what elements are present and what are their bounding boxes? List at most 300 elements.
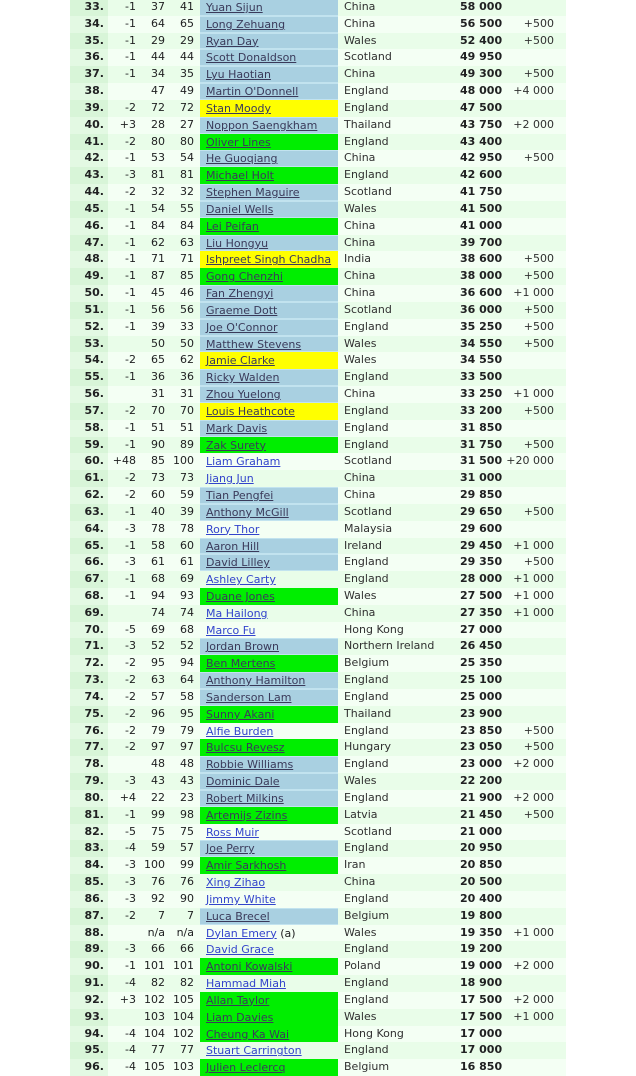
points-cell: 21 000: [460, 824, 502, 838]
position-change-cell: +3: [119, 117, 136, 131]
player-link[interactable]: Jamie Clarke: [206, 354, 275, 368]
player-link[interactable]: Julien Leclercq: [206, 1061, 286, 1075]
rank-cell: 46.: [70, 218, 108, 235]
player-link[interactable]: Stuart Carrington: [206, 1044, 302, 1058]
player-name-cell: [200, 184, 338, 201]
table-row: [70, 218, 566, 235]
previous-rank-cell: 87: [151, 269, 165, 283]
player-link[interactable]: Allan Taylor: [206, 993, 270, 1007]
table-row: [70, 117, 566, 134]
player-link[interactable]: Alfie Burden: [206, 724, 274, 738]
player-link[interactable]: Zhou Yuelong: [206, 388, 281, 402]
player-link[interactable]: Liu Hongyu: [206, 236, 269, 250]
position-change-cell: -1: [125, 437, 136, 451]
country-cell: Scotland: [344, 302, 392, 316]
points-gain-cell: +2 000: [513, 117, 554, 131]
player-link[interactable]: Ishpreet Singh Chadha: [206, 253, 332, 267]
current-rank-cell: 32: [180, 185, 194, 199]
player-name-cell: [200, 117, 338, 134]
previous-rank-cell: 34: [151, 67, 165, 81]
points-gain-cell: [502, 706, 560, 723]
table-row: [70, 824, 566, 841]
country-cell: China: [344, 875, 376, 889]
previous-rank-cell: 75: [151, 824, 165, 838]
rank-cell: 67.: [70, 571, 108, 588]
current-rank-cell: 54: [180, 151, 194, 165]
player-link[interactable]: Scott Donaldson: [206, 51, 297, 65]
rank-cell: 64.: [70, 521, 108, 538]
current-rank-cell: 72: [180, 100, 194, 114]
points-gain-cell: +500: [523, 302, 554, 316]
position-change-cell: [108, 83, 138, 100]
position-change-cell: -2: [125, 488, 136, 502]
position-change-cell: -4: [125, 1026, 136, 1040]
position-change-cell: [108, 386, 138, 403]
country-cell: Scotland: [344, 504, 392, 518]
country-cell: England: [344, 403, 389, 417]
points-cell: 42 600: [460, 168, 502, 182]
points-gain-cell: +2 000: [513, 959, 554, 973]
previous-rank-cell: 105: [144, 1060, 165, 1074]
points-cell: 39 700: [460, 235, 502, 249]
current-rank-cell: 56: [180, 302, 194, 316]
player-link[interactable]: Robert Milkins: [206, 791, 284, 805]
rank-cell: 34.: [70, 16, 108, 33]
player-link[interactable]: Jiang Jun: [206, 472, 254, 486]
country-cell: England: [344, 673, 389, 687]
rank-cell: 80.: [70, 790, 108, 807]
points-gain-cell: [502, 857, 560, 874]
player-link[interactable]: Ryan Day: [206, 34, 259, 48]
points-gain-cell: +500: [523, 723, 554, 737]
table-row: [70, 622, 566, 639]
player-link[interactable]: Cheung Ka Wai: [206, 1027, 290, 1041]
points-gain-cell: +500: [523, 151, 554, 165]
points-cell: 35 250: [460, 319, 502, 333]
player-link[interactable]: Stan Moody: [206, 101, 271, 115]
player-name-cell: [200, 773, 338, 790]
player-link[interactable]: Marco Fu: [206, 623, 256, 637]
position-change-cell: -1: [125, 420, 136, 434]
player-name-cell: [200, 857, 338, 874]
points-cell: 26 450: [460, 639, 502, 653]
player-link[interactable]: Ricky Walden: [206, 371, 280, 385]
player-name-cell: [200, 655, 338, 672]
rank-cell: 90.: [70, 958, 108, 975]
points-gain-cell: [502, 201, 560, 218]
rank-cell: 55.: [70, 369, 108, 386]
previous-rank-cell: 72: [151, 100, 165, 114]
position-change-cell: -2: [125, 689, 136, 703]
player-link[interactable]: Joe O'Connor: [206, 320, 278, 334]
points-gain-cell: +500: [523, 807, 554, 821]
points-gain-cell: [502, 672, 560, 689]
points-gain-cell: [502, 773, 560, 790]
player-link[interactable]: Dylan Emery: [206, 926, 277, 940]
position-change-cell: -3: [125, 858, 136, 872]
points-cell: 29 350: [460, 555, 502, 569]
player-link[interactable]: Xing Zihao: [206, 876, 266, 890]
table-row: [70, 571, 566, 588]
position-change-cell: -1: [125, 588, 136, 602]
country-cell: England: [344, 723, 389, 737]
position-change-cell: -3: [125, 891, 136, 905]
points-cell: 48 000: [460, 84, 502, 98]
rank-cell: 83.: [70, 840, 108, 857]
player-link[interactable]: Artemijs Zizins: [206, 808, 288, 822]
player-name-cell: [200, 824, 338, 841]
points-gain-cell: [502, 352, 560, 369]
position-change-cell: +3: [119, 992, 136, 1006]
country-cell: India: [344, 252, 371, 266]
country-cell: Ireland: [344, 538, 383, 552]
rank-cell: 47.: [70, 235, 108, 252]
player-link[interactable]: Bulcsu Revesz: [206, 741, 285, 755]
player-link[interactable]: Ashley Carty: [206, 573, 276, 587]
position-change-cell: -1: [125, 33, 136, 47]
previous-rank-cell: 79: [151, 723, 165, 737]
player-link[interactable]: Hammad Miah: [206, 977, 286, 991]
player-link[interactable]: Ben Mertens: [206, 657, 276, 671]
previous-rank-cell: 37: [151, 0, 165, 13]
table-row: [70, 504, 566, 521]
player-link[interactable]: Zak Surety: [206, 438, 266, 452]
player-name-cell: [200, 992, 338, 1009]
player-link[interactable]: Stephen Maguire: [206, 186, 300, 200]
player-link[interactable]: Luca Brecel: [206, 909, 270, 923]
player-link[interactable]: Dominic Dale: [206, 775, 280, 789]
position-change-cell: [108, 756, 138, 773]
player-link[interactable]: Martin O'Donnell: [206, 85, 299, 99]
player-link[interactable]: Sunny Akani: [206, 707, 275, 721]
points-gain-cell: [502, 622, 560, 639]
current-rank-cell: 102: [173, 1026, 194, 1040]
table-row: [70, 672, 566, 689]
player-link[interactable]: Ross Muir: [206, 825, 259, 839]
points-gain-cell: [502, 941, 560, 958]
previous-rank-cell: 7: [158, 908, 165, 922]
player-link[interactable]: Liam Davies: [206, 1010, 274, 1024]
rank-cell: 56.: [70, 386, 108, 403]
previous-rank-cell: 74: [151, 605, 165, 619]
position-change-cell: -1: [125, 572, 136, 586]
current-rank-cell: 44: [180, 50, 194, 64]
player-name-cell: [200, 790, 338, 807]
player-link[interactable]: Fan Zhengyi: [206, 287, 274, 301]
player-link[interactable]: Yuan Sijun: [206, 1, 263, 14]
country-cell: Wales: [344, 353, 377, 367]
current-rank-cell: 93: [180, 588, 194, 602]
previous-rank-cell: 40: [151, 504, 165, 518]
player-link[interactable]: Matthew Stevens: [206, 337, 302, 351]
points-gain-cell: +1 000: [513, 286, 554, 300]
rank-cell: 84.: [70, 857, 108, 874]
points-cell: 29 450: [460, 538, 502, 552]
table-row: [70, 941, 566, 958]
rank-cell: 58.: [70, 420, 108, 437]
position-change-cell: -1: [125, 252, 136, 266]
player-link[interactable]: Graeme Dott: [206, 303, 278, 317]
current-rank-cell: 58: [180, 689, 194, 703]
previous-rank-cell: 81: [151, 168, 165, 182]
player-link[interactable]: Anthony McGill: [206, 505, 289, 519]
current-rank-cell: 39: [180, 504, 194, 518]
rank-cell: 38.: [70, 83, 108, 100]
rank-cell: 35.: [70, 33, 108, 50]
player-name-cell: [200, 638, 338, 655]
position-change-cell: [108, 925, 138, 942]
position-change-cell: -2: [125, 185, 136, 199]
player-name-cell: [200, 1009, 338, 1026]
position-change-cell: -5: [125, 824, 136, 838]
player-link[interactable]: Rory Thor: [206, 522, 260, 536]
table-row: [70, 840, 566, 857]
player-name-cell: [200, 504, 338, 521]
player-name-cell: [200, 150, 338, 167]
points-cell: 27 000: [460, 622, 502, 636]
points-cell: 33 200: [460, 403, 502, 417]
position-change-cell: -3: [125, 774, 136, 788]
table-row: [70, 336, 566, 353]
points-cell: 29 850: [460, 488, 502, 502]
position-change-cell: -1: [125, 218, 136, 232]
previous-rank-cell: 76: [151, 875, 165, 889]
rank-cell: 86.: [70, 891, 108, 908]
previous-rank-cell: 64: [151, 16, 165, 30]
rank-cell: 49.: [70, 268, 108, 285]
player-link[interactable]: Robbie Williams: [206, 758, 294, 772]
current-rank-cell: 68: [180, 622, 194, 636]
points-gain-cell: [502, 487, 560, 504]
country-cell: England: [344, 437, 389, 451]
current-rank-cell: 64: [180, 673, 194, 687]
table-row: [70, 706, 566, 723]
position-change-cell: -4: [125, 1060, 136, 1074]
rankings-table: [70, 0, 566, 1076]
player-link[interactable]: Aaron Hill: [206, 539, 260, 553]
points-cell: 17 500: [460, 992, 502, 1006]
points-gain-cell: +500: [523, 336, 554, 350]
current-rank-cell: 95: [180, 706, 194, 720]
player-name-cell: [200, 723, 338, 740]
table-row: [70, 319, 566, 336]
previous-rank-cell: 96: [151, 706, 165, 720]
rank-cell: 88.: [70, 925, 108, 942]
previous-rank-cell: 77: [151, 1043, 165, 1057]
points-cell: 36 600: [460, 286, 502, 300]
player-name-cell: [200, 49, 338, 66]
player-link[interactable]: Lei Peifan: [206, 219, 259, 233]
player-link[interactable]: Daniel Wells: [206, 202, 274, 216]
table-row: [70, 33, 566, 50]
player-link[interactable]: Sanderson Lam: [206, 690, 292, 704]
position-change-cell: -4: [125, 976, 136, 990]
points-gain-cell: [502, 908, 560, 925]
current-rank-cell: 101: [173, 959, 194, 973]
current-rank-cell: 103: [173, 1060, 194, 1074]
points-gain-cell: [502, 1042, 560, 1059]
current-rank-cell: 65: [180, 16, 194, 30]
table-row: [70, 638, 566, 655]
previous-rank-cell: 70: [151, 403, 165, 417]
points-cell: 38 600: [460, 252, 502, 266]
player-name-cell: [200, 369, 338, 386]
player-link[interactable]: David Grace: [206, 943, 274, 957]
player-link[interactable]: Antoni Kowalski: [206, 960, 293, 974]
position-change-cell: -2: [125, 673, 136, 687]
previous-rank-cell: 36: [151, 370, 165, 384]
points-gain-cell: [502, 369, 560, 386]
points-gain-cell: +1 000: [513, 588, 554, 602]
points-gain-cell: +2 000: [513, 992, 554, 1006]
player-link[interactable]: Long Zehuang: [206, 17, 286, 31]
rank-cell: 68.: [70, 588, 108, 605]
rank-cell: 45.: [70, 201, 108, 218]
player-name-cell: [200, 167, 338, 184]
current-rank-cell: 81: [180, 168, 194, 182]
points-cell: 31 500: [460, 454, 502, 468]
previous-rank-cell: 51: [151, 420, 165, 434]
position-change-cell: -2: [125, 353, 136, 367]
previous-rank-cell: 97: [151, 740, 165, 754]
player-link[interactable]: Noppon Saengkham: [206, 118, 318, 132]
current-rank-cell: 51: [180, 420, 194, 434]
table-row: [70, 605, 566, 622]
table-row: [70, 437, 566, 454]
player-link[interactable]: He Guoqiang: [206, 152, 278, 166]
points-cell: 29 650: [460, 504, 502, 518]
points-cell: 20 850: [460, 858, 502, 872]
country-cell: China: [344, 387, 376, 401]
rank-cell: 50.: [70, 285, 108, 302]
rank-cell: 65.: [70, 538, 108, 555]
rank-cell: 71.: [70, 638, 108, 655]
player-link[interactable]: Louis Heathcote: [206, 404, 295, 418]
table-row: [70, 756, 566, 773]
player-link[interactable]: Anthony Hamilton: [206, 674, 306, 688]
country-cell: England: [344, 1043, 389, 1057]
position-change-cell: -3: [125, 942, 136, 956]
points-gain-cell: +500: [523, 504, 554, 518]
player-link[interactable]: Tian Pengfei: [206, 489, 274, 503]
points-cell: 20 500: [460, 875, 502, 889]
rank-cell: 81.: [70, 807, 108, 824]
position-change-cell: -1: [125, 16, 136, 30]
player-name-cell: [200, 840, 338, 857]
player-link[interactable]: Mark Davis: [206, 421, 268, 435]
position-change-cell: -1: [125, 286, 136, 300]
points-cell: 28 000: [460, 572, 502, 586]
player-link[interactable]: Lyu Haotian: [206, 68, 271, 82]
player-link[interactable]: David Lilley: [206, 556, 270, 570]
table-row: [70, 1009, 566, 1026]
previous-rank-cell: 22: [151, 790, 165, 804]
player-link[interactable]: Oliver Lines: [206, 135, 271, 149]
previous-rank-cell: 65: [151, 353, 165, 367]
rank-cell: 79.: [70, 773, 108, 790]
previous-rank-cell: 90: [151, 437, 165, 451]
player-name-cell: [200, 336, 338, 353]
current-rank-cell: 77: [180, 1043, 194, 1057]
current-rank-cell: 23: [180, 790, 194, 804]
rank-cell: 52.: [70, 319, 108, 336]
player-link[interactable]: Liam Graham: [206, 455, 281, 469]
country-cell: Wales: [344, 925, 377, 939]
country-cell: China: [344, 269, 376, 283]
table-row: [70, 150, 566, 167]
points-gain-cell: [502, 218, 560, 235]
player-link[interactable]: Michael Holt: [206, 169, 274, 183]
points-cell: 17 500: [460, 1009, 502, 1023]
player-link[interactable]: Jimmy White: [206, 892, 276, 906]
rank-cell: 77.: [70, 739, 108, 756]
player-link[interactable]: Joe Perry: [206, 842, 255, 856]
current-rank-cell: 7: [187, 908, 194, 922]
previous-rank-cell: 92: [151, 891, 165, 905]
points-gain-cell: [502, 824, 560, 841]
player-link[interactable]: Jordan Brown: [206, 640, 280, 654]
player-link[interactable]: Duane Jones: [206, 589, 275, 603]
player-link[interactable]: Amir Sarkhosh: [206, 859, 287, 873]
table-row: [70, 49, 566, 66]
points-cell: 19 200: [460, 942, 502, 956]
country-cell: England: [344, 134, 389, 148]
points-gain-cell: [502, 521, 560, 538]
points-cell: 20 400: [460, 891, 502, 905]
country-cell: England: [344, 420, 389, 434]
player-name-cell: [200, 100, 338, 117]
previous-rank-cell: 73: [151, 471, 165, 485]
player-name-cell: [200, 807, 338, 824]
player-link[interactable]: Gong Chenzhi: [206, 270, 283, 284]
player-name-cell: [200, 689, 338, 706]
country-cell: England: [344, 689, 389, 703]
player-name-cell: [200, 235, 338, 252]
position-change-cell: -4: [125, 841, 136, 855]
country-cell: Iran: [344, 858, 366, 872]
position-change-cell: -1: [125, 235, 136, 249]
player-name-cell: [200, 739, 338, 756]
player-name-cell: [200, 1026, 338, 1043]
table-row: [70, 487, 566, 504]
country-cell: Poland: [344, 959, 381, 973]
player-name-cell: [200, 386, 338, 403]
current-rank-cell: 52: [180, 639, 194, 653]
points-gain-cell: +500: [523, 252, 554, 266]
position-change-cell: -1: [125, 302, 136, 316]
player-name-cell: [200, 285, 338, 302]
previous-rank-cell: 103: [144, 1009, 165, 1023]
previous-rank-cell: 104: [144, 1026, 165, 1040]
points-cell: 36 000: [460, 302, 502, 316]
points-gain-cell: [502, 167, 560, 184]
position-change-cell: -3: [125, 639, 136, 653]
rank-cell: 96.: [70, 1059, 108, 1076]
table-row: [70, 403, 566, 420]
table-row: [70, 857, 566, 874]
table-row: [70, 723, 566, 740]
rank-cell: 75.: [70, 706, 108, 723]
player-link[interactable]: Ma Hailong: [206, 606, 268, 620]
player-name-cell: [200, 571, 338, 588]
player-name-cell: [200, 958, 338, 975]
country-cell: China: [344, 235, 376, 249]
country-cell: Belgium: [344, 908, 390, 922]
points-gain-cell: [502, 1026, 560, 1043]
previous-rank-cell: 43: [151, 774, 165, 788]
previous-rank-cell: 63: [151, 673, 165, 687]
table-row: [70, 689, 566, 706]
